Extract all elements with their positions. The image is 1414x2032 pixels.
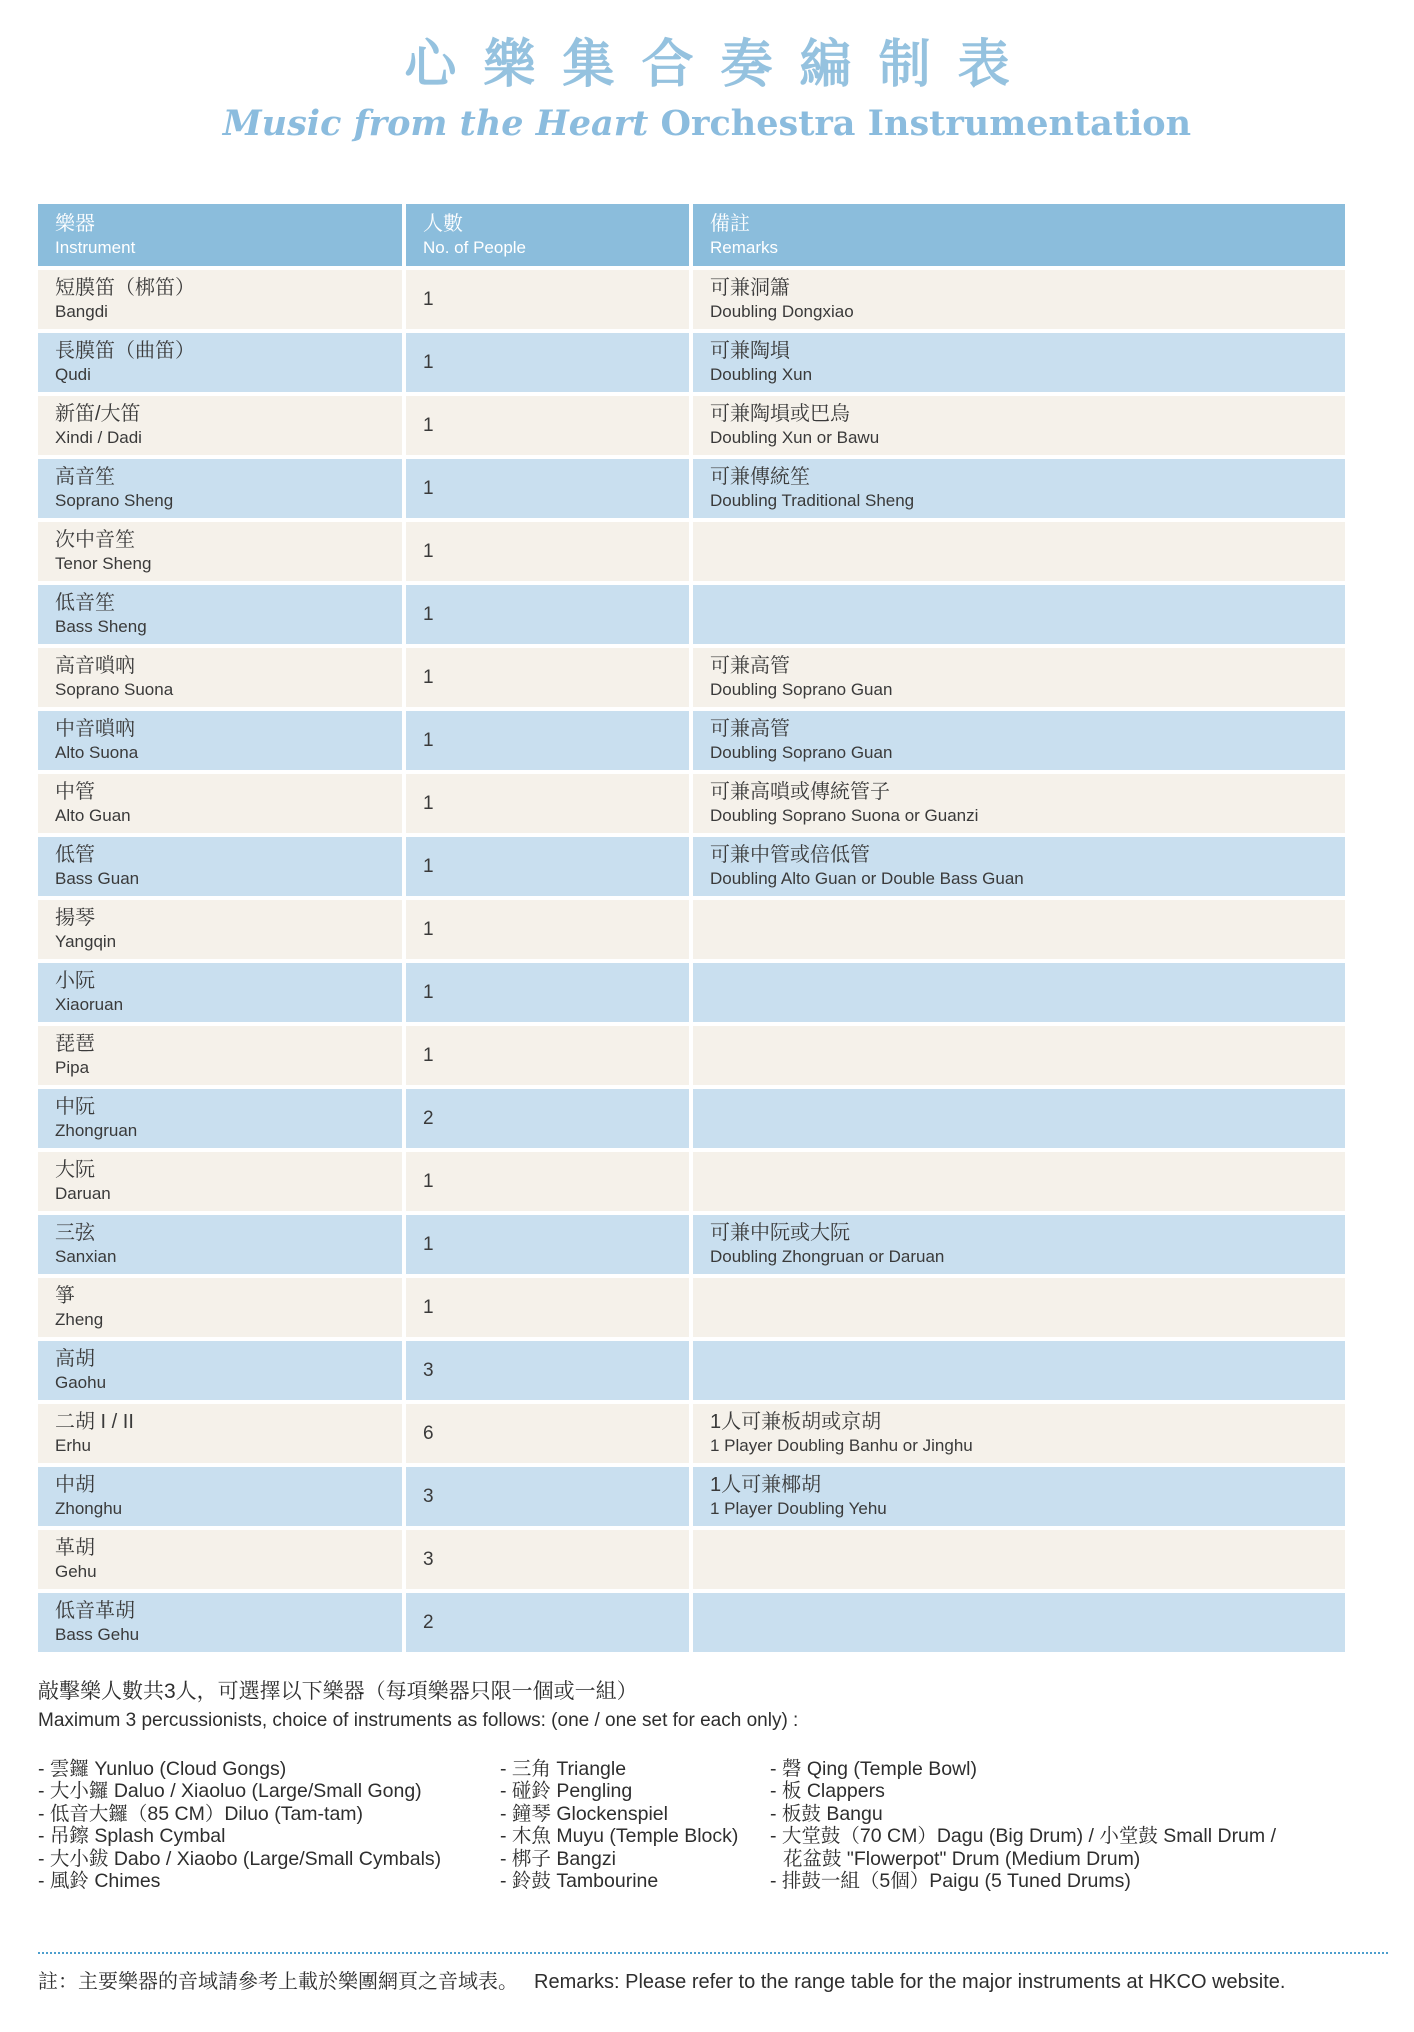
cell-instrument bbox=[38, 1530, 402, 1589]
cell-people-count bbox=[406, 522, 689, 581]
table-row bbox=[38, 774, 1345, 833]
instrument-name-en: Gaohu bbox=[55, 1373, 107, 1392]
cell-remark bbox=[693, 1530, 1345, 1589]
cell-people-count bbox=[406, 900, 689, 959]
people-count: 1 bbox=[423, 603, 434, 625]
instrument-name-zh: 小阮 bbox=[55, 970, 95, 992]
cell-remark bbox=[693, 1341, 1345, 1400]
percussion-list bbox=[38, 1758, 1414, 1892]
table-row bbox=[38, 459, 1345, 518]
table-row bbox=[38, 711, 1345, 770]
table-row bbox=[38, 333, 1345, 392]
cell-people-count bbox=[406, 1404, 689, 1463]
people-count: 3 bbox=[423, 1359, 434, 1381]
table-row bbox=[38, 1152, 1345, 1211]
remark-zh: 可兼陶塤 bbox=[710, 340, 790, 362]
remark-zh: 可兼高嗩或傳統管子 bbox=[710, 781, 890, 803]
header-instrument-zh: 樂器 bbox=[55, 212, 95, 235]
instrumentation-table-body bbox=[38, 270, 1345, 1652]
cell-instrument bbox=[38, 396, 402, 455]
instrument-name-en: Bass Guan bbox=[55, 869, 140, 888]
instrument-name-zh: 低管 bbox=[55, 844, 95, 866]
header-people-en: No. of People bbox=[423, 237, 527, 257]
percussion-item bbox=[770, 1758, 1414, 1780]
percussion-item bbox=[770, 1803, 1414, 1825]
percussion-item-line: - 梆子 Bangzi bbox=[500, 1847, 616, 1870]
people-count: 1 bbox=[423, 351, 434, 373]
cell-remark bbox=[693, 522, 1345, 581]
instrument-name-zh: 新笛/大笛 bbox=[55, 403, 141, 425]
cell-instrument bbox=[38, 1089, 402, 1148]
percussion-item bbox=[500, 1758, 770, 1780]
table-row bbox=[38, 1530, 1345, 1589]
cell-people-count bbox=[406, 1467, 689, 1526]
percussion-item bbox=[38, 1848, 500, 1870]
instrument-name-zh: 中胡 bbox=[55, 1474, 95, 1496]
instrument-name-en: Soprano Sheng bbox=[55, 491, 174, 510]
instrument-name-en: Zhonghu bbox=[55, 1499, 123, 1518]
instrument-name-en: Qudi bbox=[55, 365, 91, 384]
cell-remark bbox=[693, 1215, 1345, 1274]
percussion-item bbox=[38, 1870, 500, 1892]
instrument-name-en: Soprano Suona bbox=[55, 680, 174, 699]
footer-note-en: Remarks: Please refer to the range table for the major instruments at HKCO website. bbox=[534, 1971, 1286, 1993]
percussion-item-line: - 木魚 Muyu (Temple Block) bbox=[500, 1825, 739, 1848]
percussion-item-line: - 大堂鼓（70 CM）Dagu (Big Drum) / 小堂鼓 Small Drum / bbox=[770, 1825, 1276, 1848]
instrument-name-zh: 革胡 bbox=[55, 1537, 95, 1559]
cell-people-count bbox=[406, 333, 689, 392]
cell-remark bbox=[693, 837, 1345, 896]
instrument-name-en: Gehu bbox=[55, 1562, 97, 1581]
instrument-name-zh: 中音嗩吶 bbox=[55, 718, 135, 740]
table-row bbox=[38, 1026, 1345, 1085]
instrument-name-en: Bass Sheng bbox=[55, 617, 147, 636]
cell-people-count bbox=[406, 1215, 689, 1274]
instrument-name-zh: 中管 bbox=[55, 781, 95, 803]
cell-people-count bbox=[406, 1152, 689, 1211]
cell-remark bbox=[693, 270, 1345, 329]
instrument-name-zh: 長膜笛（曲笛） bbox=[55, 340, 195, 362]
people-count: 1 bbox=[423, 1170, 434, 1192]
people-count: 1 bbox=[423, 792, 434, 814]
remark-en: Doubling Soprano Guan bbox=[710, 743, 893, 762]
page-title: 心樂集合奏編制表 bbox=[404, 34, 1037, 95]
cell-people-count bbox=[406, 396, 689, 455]
percussion-item-line: - 排鼓一組（5個）Paigu (5 Tuned Drums) bbox=[770, 1870, 1131, 1893]
instrument-name-zh: 三弦 bbox=[55, 1222, 95, 1244]
cell-people-count bbox=[406, 774, 689, 833]
header-remarks-en: Remarks bbox=[710, 237, 779, 257]
instrument-name-zh: 短膜笛（梆笛） bbox=[55, 277, 195, 299]
people-count: 1 bbox=[423, 855, 434, 877]
instrument-name-zh: 二胡 I / II bbox=[55, 1411, 134, 1433]
table-row bbox=[38, 522, 1345, 581]
cell-remark bbox=[693, 711, 1345, 770]
cell-remark bbox=[693, 585, 1345, 644]
remark-zh: 可兼高管 bbox=[710, 718, 790, 740]
instrument-name-en: Daruan bbox=[55, 1184, 111, 1203]
cell-people-count bbox=[406, 459, 689, 518]
cell-remark bbox=[693, 1278, 1345, 1337]
instrument-name-en: Xindi / Dadi bbox=[55, 428, 142, 447]
cell-remark bbox=[693, 1089, 1345, 1148]
people-count: 1 bbox=[423, 1233, 434, 1255]
cell-remark bbox=[693, 1404, 1345, 1463]
cell-remark bbox=[693, 1152, 1345, 1211]
cell-instrument bbox=[38, 522, 402, 581]
percussion-heading-en: Maximum 3 percussionists, choice of instruments as follows: (one / one set for each only) : bbox=[38, 1710, 799, 1731]
cell-people-count bbox=[406, 1026, 689, 1085]
table-row bbox=[38, 1278, 1345, 1337]
cell-instrument bbox=[38, 900, 402, 959]
remark-zh: 可兼陶塤或巴烏 bbox=[710, 403, 850, 425]
percussion-item-wrap: 花盆鼓 "Flowerpot" Drum (Medium Drum) bbox=[783, 1847, 1141, 1870]
cell-instrument bbox=[38, 774, 402, 833]
instrument-name-en: Zhongruan bbox=[55, 1121, 138, 1140]
people-count: 3 bbox=[423, 1548, 434, 1570]
table-row bbox=[38, 963, 1345, 1022]
cell-remark bbox=[693, 1026, 1345, 1085]
subtitle-italic-part: Music from the Heart bbox=[222, 103, 649, 144]
instrument-name-zh: 高音笙 bbox=[55, 466, 115, 488]
instrument-name-en: Yangqin bbox=[55, 932, 117, 951]
remark-zh: 可兼高管 bbox=[710, 655, 790, 677]
cell-instrument bbox=[38, 585, 402, 644]
table-row bbox=[38, 1089, 1345, 1148]
instrument-name-en: Tenor Sheng bbox=[55, 554, 152, 573]
percussion-item bbox=[500, 1825, 770, 1847]
cell-remark bbox=[693, 963, 1345, 1022]
percussion-item-line: - 大小鈸 Dabo / Xiaobo (Large/Small Cymbals) bbox=[38, 1847, 442, 1870]
percussion-item bbox=[38, 1758, 500, 1780]
cell-remark bbox=[693, 333, 1345, 392]
percussion-item-line: - 低音大鑼（85 CM）Diluo (Tam-tam) bbox=[38, 1802, 364, 1825]
cell-people-count bbox=[406, 1278, 689, 1337]
footer-note bbox=[38, 1952, 1388, 1995]
instrument-name-en: Pipa bbox=[55, 1058, 90, 1077]
people-count: 1 bbox=[423, 288, 434, 310]
header-cell-people bbox=[406, 204, 689, 266]
instrument-name-en: Erhu bbox=[55, 1436, 91, 1455]
instrument-name-zh: 箏 bbox=[55, 1285, 75, 1307]
table-header-row bbox=[38, 204, 1345, 266]
people-count: 3 bbox=[423, 1485, 434, 1507]
instrument-name-zh: 高胡 bbox=[55, 1348, 95, 1370]
percussion-item bbox=[770, 1825, 1414, 1870]
instrument-name-en: Xiaoruan bbox=[55, 995, 124, 1014]
instrument-name-zh: 中阮 bbox=[55, 1096, 95, 1118]
remark-en: Doubling Xun or Bawu bbox=[710, 428, 880, 447]
header-cell-remarks bbox=[693, 204, 1345, 266]
cell-instrument bbox=[38, 333, 402, 392]
cell-people-count bbox=[406, 585, 689, 644]
cell-instrument bbox=[38, 1026, 402, 1085]
cell-people-count bbox=[406, 270, 689, 329]
instrument-name-en: Alto Suona bbox=[55, 743, 139, 762]
table-row bbox=[38, 1467, 1345, 1526]
remark-en: Doubling Soprano Suona or Guanzi bbox=[710, 806, 979, 825]
percussion-item bbox=[500, 1780, 770, 1802]
percussion-item-line: - 吊鑔 Splash Cymbal bbox=[38, 1825, 226, 1848]
people-count: 1 bbox=[423, 918, 434, 940]
percussion-item-line: - 板鼓 Bangu bbox=[770, 1802, 883, 1825]
instrument-name-en: Sanxian bbox=[55, 1247, 117, 1266]
header-cell-instrument bbox=[38, 204, 402, 266]
cell-instrument bbox=[38, 270, 402, 329]
instrument-name-en: Zheng bbox=[55, 1310, 104, 1329]
cell-instrument bbox=[38, 1467, 402, 1526]
percussion-item-line: - 磬 Qing (Temple Bowl) bbox=[770, 1758, 977, 1780]
cell-instrument bbox=[38, 1278, 402, 1337]
cell-remark bbox=[693, 648, 1345, 707]
cell-instrument bbox=[38, 837, 402, 896]
percussion-item bbox=[500, 1848, 770, 1870]
percussion-item-line: - 風鈴 Chimes bbox=[38, 1870, 161, 1893]
header-instrument-en: Instrument bbox=[55, 237, 136, 257]
instrument-name-en: Bass Gehu bbox=[55, 1625, 140, 1644]
remark-en: Doubling Alto Guan or Double Bass Guan bbox=[710, 869, 1024, 888]
page-subtitle bbox=[0, 102, 1414, 146]
percussion-item bbox=[38, 1803, 500, 1825]
cell-remark bbox=[693, 774, 1345, 833]
percussion-item-line: - 雲鑼 Yunluo (Cloud Gongs) bbox=[38, 1758, 287, 1780]
table-row bbox=[38, 1215, 1345, 1274]
remark-en: Doubling Traditional Sheng bbox=[710, 491, 915, 510]
header-people-zh: 人數 bbox=[423, 212, 463, 235]
cell-remark bbox=[693, 1467, 1345, 1526]
cell-instrument bbox=[38, 1215, 402, 1274]
cell-remark bbox=[693, 459, 1345, 518]
remark-en: Doubling Xun bbox=[710, 365, 813, 384]
percussion-item-line: - 碰鈴 Pengling bbox=[500, 1780, 633, 1803]
remark-zh: 可兼傳統笙 bbox=[710, 466, 810, 488]
cell-instrument bbox=[38, 1152, 402, 1211]
percussion-item-line: - 鈴鼓 Tambourine bbox=[500, 1870, 659, 1893]
table-row bbox=[38, 1404, 1345, 1463]
people-count: 1 bbox=[423, 1044, 434, 1066]
cell-instrument bbox=[38, 648, 402, 707]
cell-people-count bbox=[406, 837, 689, 896]
table-row bbox=[38, 900, 1345, 959]
cell-people-count bbox=[406, 1593, 689, 1652]
remark-en: Doubling Zhongruan or Daruan bbox=[710, 1247, 945, 1266]
percussion-item-line: - 板 Clappers bbox=[770, 1780, 885, 1803]
remark-zh: 可兼中阮或大阮 bbox=[710, 1222, 850, 1244]
people-count: 1 bbox=[423, 414, 434, 436]
remark-en: Doubling Dongxiao bbox=[710, 302, 854, 321]
instrument-name-zh: 低音革胡 bbox=[55, 1600, 135, 1622]
cell-people-count bbox=[406, 711, 689, 770]
percussion-heading-zh: 敲擊樂人數共3人，可選擇以下樂器（每項樂器只限一個或一組） bbox=[38, 1680, 638, 1703]
instrument-name-en: Alto Guan bbox=[55, 806, 131, 825]
cell-people-count bbox=[406, 648, 689, 707]
instrument-name-zh: 揚琴 bbox=[55, 907, 95, 929]
instrument-name-en: Bangdi bbox=[55, 302, 108, 321]
percussion-item bbox=[500, 1870, 770, 1892]
cell-instrument bbox=[38, 963, 402, 1022]
percussion-item-line: - 大小鑼 Daluo / Xiaoluo (Large/Small Gong) bbox=[38, 1780, 422, 1803]
remark-en: 1 Player Doubling Yehu bbox=[710, 1499, 887, 1518]
people-count: 1 bbox=[423, 981, 434, 1003]
remark-zh: 1人可兼板胡或京胡 bbox=[710, 1411, 882, 1433]
cell-remark bbox=[693, 900, 1345, 959]
people-count: 6 bbox=[423, 1422, 434, 1444]
people-count: 1 bbox=[423, 540, 434, 562]
remark-zh: 1人可兼椰胡 bbox=[710, 1474, 822, 1496]
cell-people-count bbox=[406, 1089, 689, 1148]
percussion-item bbox=[38, 1825, 500, 1847]
cell-instrument bbox=[38, 711, 402, 770]
footer-note-zh: 註：主要樂器的音域請參考上載於樂團網頁之音域表。 bbox=[38, 1971, 518, 1993]
remark-zh: 可兼洞簫 bbox=[710, 277, 790, 299]
percussion-column bbox=[770, 1758, 1414, 1892]
subtitle-roman-part: Orchestra Instrumentation bbox=[648, 103, 1192, 144]
instrument-name-zh: 低音笙 bbox=[55, 592, 115, 614]
instrument-name-zh: 琵琶 bbox=[55, 1033, 95, 1055]
people-count: 1 bbox=[423, 729, 434, 751]
instrumentation-table bbox=[38, 204, 1345, 1652]
instrument-name-zh: 次中音笙 bbox=[55, 529, 135, 551]
orchestra-instrumentation-page bbox=[0, 32, 1414, 2032]
table-row bbox=[38, 1593, 1345, 1652]
people-count: 1 bbox=[423, 666, 434, 688]
people-count: 2 bbox=[423, 1611, 434, 1633]
table-row bbox=[38, 270, 1345, 329]
cell-remark bbox=[693, 1593, 1345, 1652]
instrument-name-zh: 高音嗩吶 bbox=[55, 655, 135, 677]
percussion-section bbox=[38, 1678, 1414, 1892]
cell-instrument bbox=[38, 1593, 402, 1652]
cell-instrument bbox=[38, 459, 402, 518]
table-row bbox=[38, 585, 1345, 644]
cell-people-count bbox=[406, 1341, 689, 1400]
percussion-column bbox=[500, 1758, 770, 1892]
percussion-item bbox=[500, 1803, 770, 1825]
percussion-item-line: - 三角 Triangle bbox=[500, 1758, 627, 1780]
remark-zh: 可兼中管或倍低管 bbox=[710, 844, 870, 866]
people-count: 1 bbox=[423, 1296, 434, 1318]
people-count: 1 bbox=[423, 477, 434, 499]
instrument-name-zh: 大阮 bbox=[55, 1159, 95, 1181]
people-count: 2 bbox=[423, 1107, 434, 1129]
percussion-item bbox=[770, 1780, 1414, 1802]
cell-instrument bbox=[38, 1341, 402, 1400]
cell-people-count bbox=[406, 1530, 689, 1589]
remark-en: Doubling Soprano Guan bbox=[710, 680, 893, 699]
cell-remark bbox=[693, 396, 1345, 455]
remark-en: 1 Player Doubling Banhu or Jinghu bbox=[710, 1436, 973, 1455]
percussion-item bbox=[38, 1780, 500, 1802]
table-row bbox=[38, 396, 1345, 455]
cell-people-count bbox=[406, 963, 689, 1022]
percussion-column bbox=[38, 1758, 500, 1892]
percussion-item bbox=[770, 1870, 1414, 1892]
cell-instrument bbox=[38, 1404, 402, 1463]
table-row bbox=[38, 1341, 1345, 1400]
table-row bbox=[38, 837, 1345, 896]
table-row bbox=[38, 648, 1345, 707]
header-remarks-zh: 備註 bbox=[710, 212, 750, 235]
percussion-item-line: - 鐘琴 Glockenspiel bbox=[500, 1802, 668, 1825]
